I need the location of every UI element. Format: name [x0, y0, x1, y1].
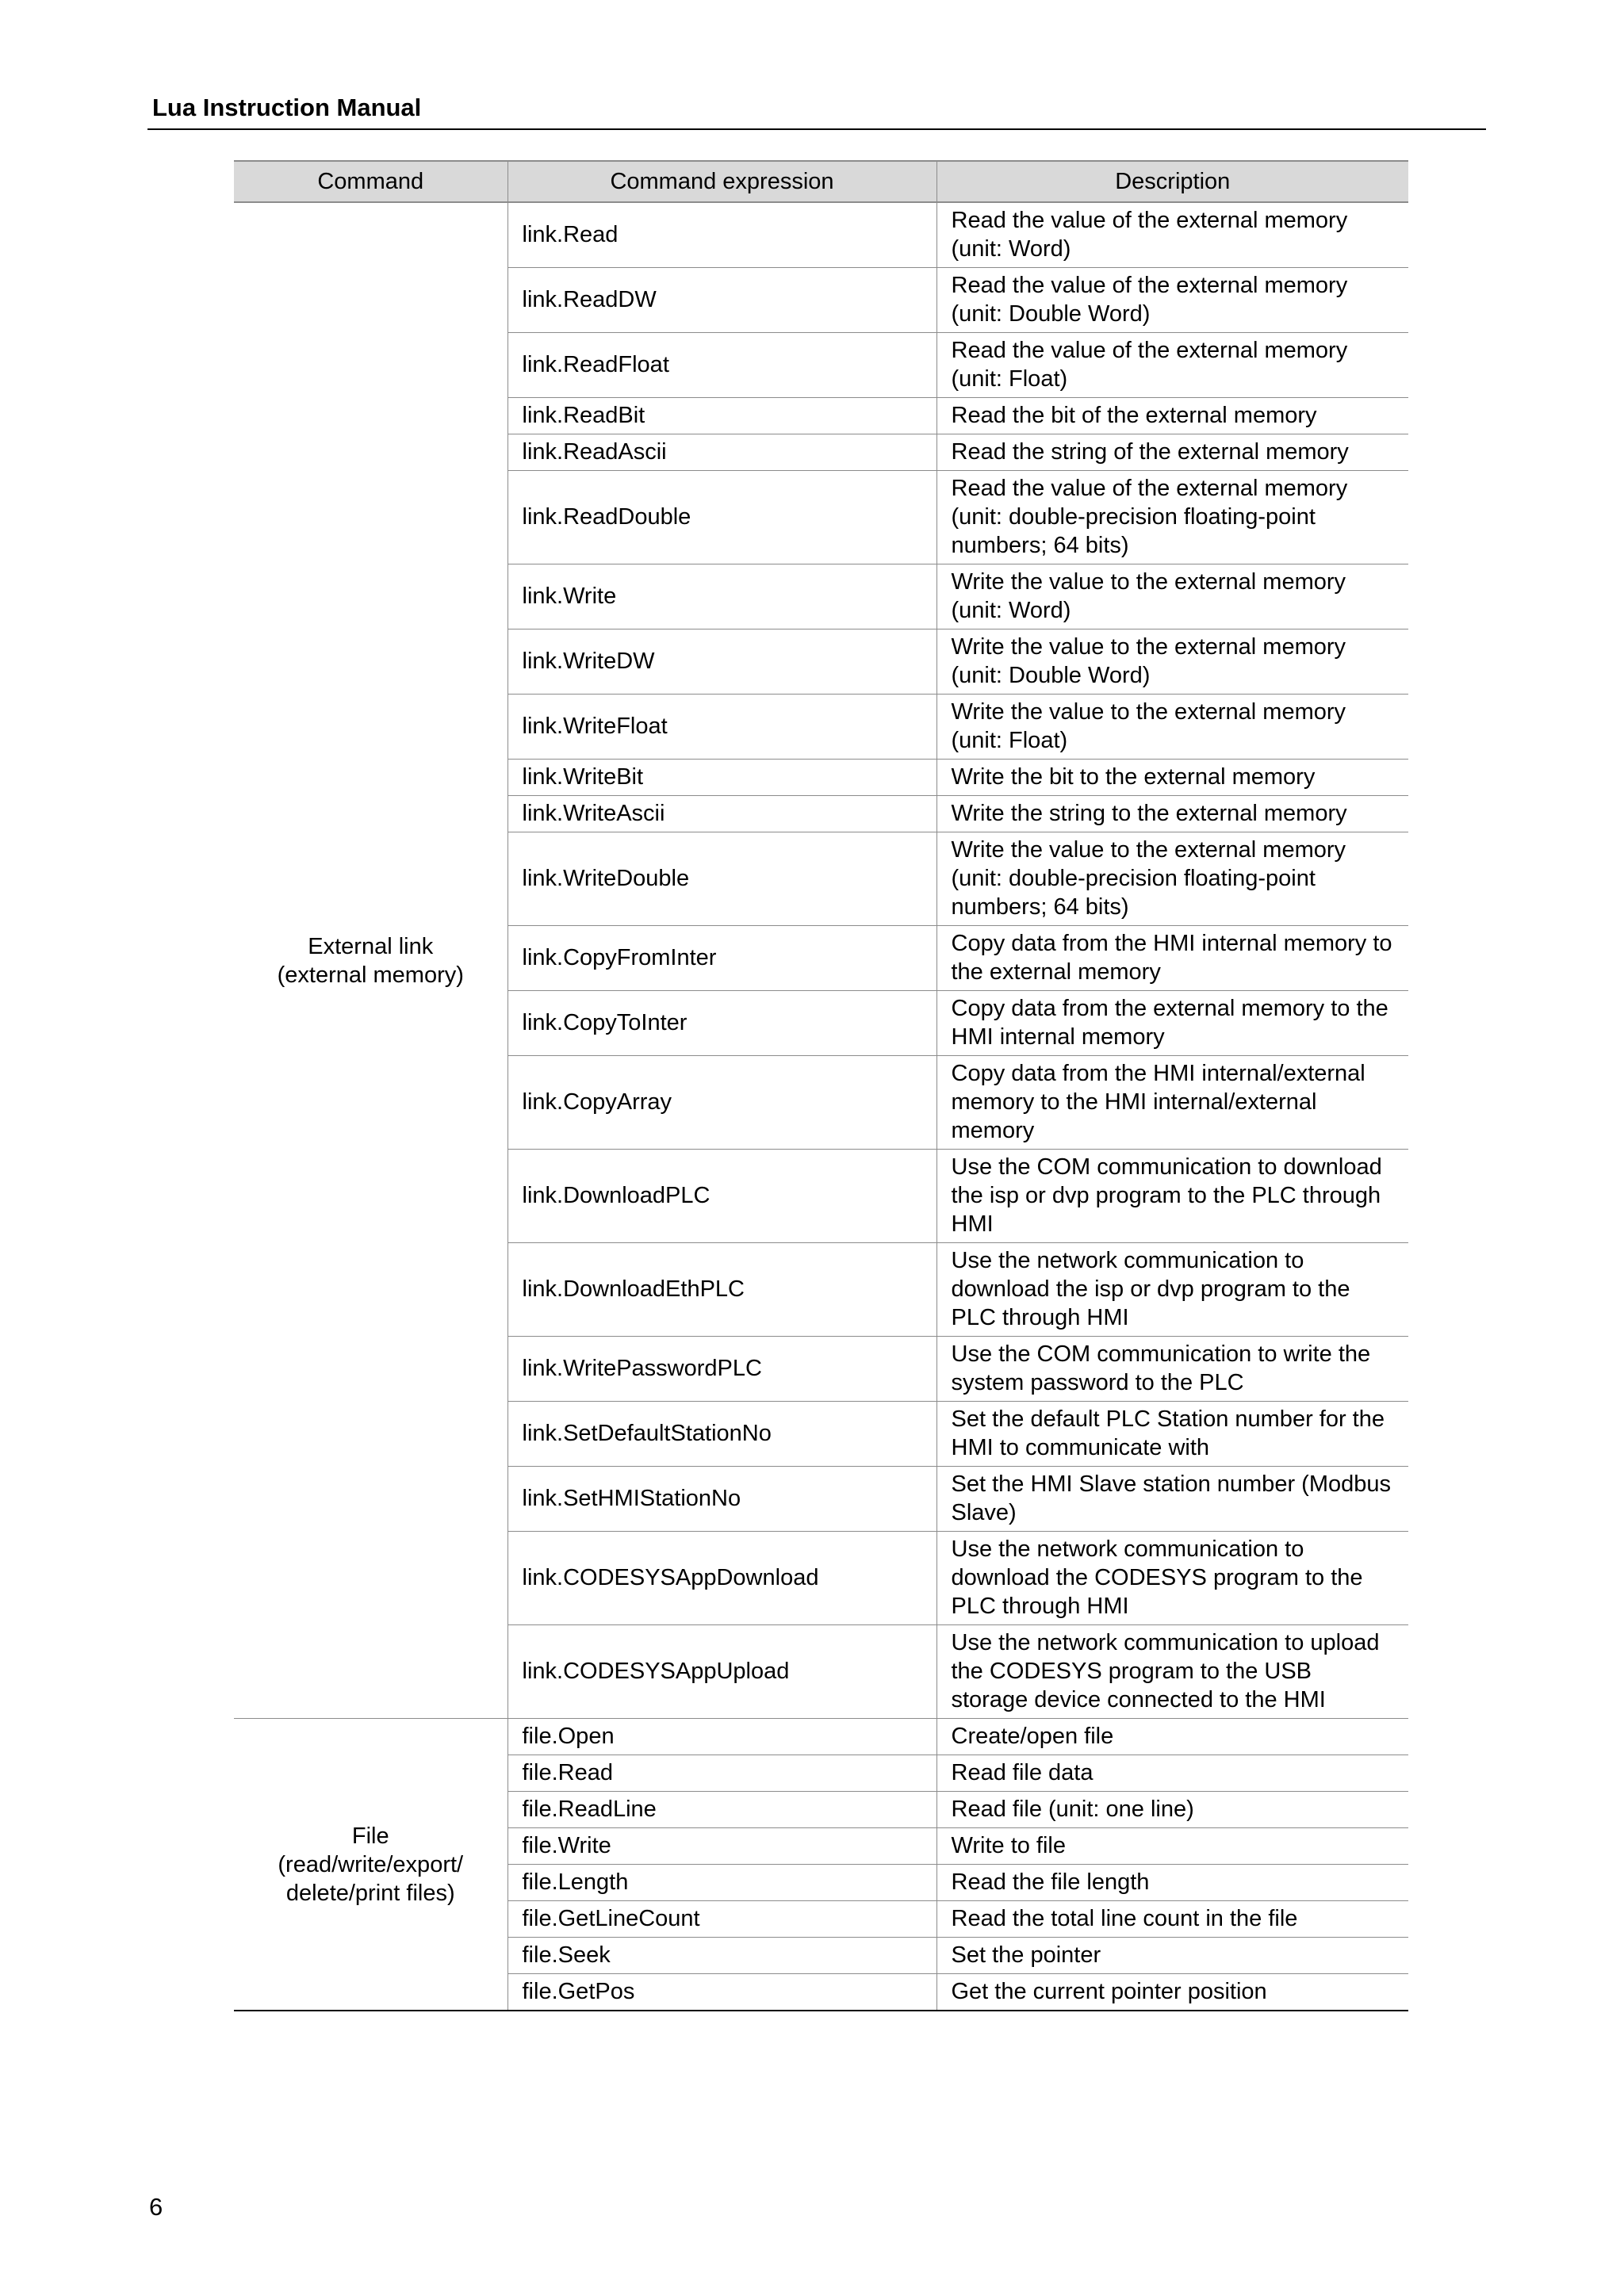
command-expression-cell: link.ReadDouble: [508, 471, 936, 564]
description-cell: Read the file length: [936, 1865, 1408, 1901]
description-cell: Read file (unit: one line): [936, 1792, 1408, 1828]
description-cell: Write the value to the external memory (unit: Word): [936, 564, 1408, 629]
command-expression-cell: link.Write: [508, 564, 936, 629]
description-cell: Read the value of the external memory (unit: Word): [936, 202, 1408, 268]
description-cell: Get the current pointer position: [936, 1974, 1408, 2011]
description-cell: Write the value to the external memory (unit: double-precision floating-point numbers; 64 bits): [936, 832, 1408, 926]
description-cell: Copy data from the HMI internal/external memory to the HMI internal/external memory: [936, 1056, 1408, 1150]
description-cell: Copy data from the external memory to the HMI internal memory: [936, 991, 1408, 1056]
document-title: Lua Instruction Manual: [152, 94, 422, 121]
table-header-row: [234, 161, 1408, 202]
command-group-label: delete/print files): [285, 1880, 455, 1906]
description-cell: Read the total line count in the file: [936, 1901, 1408, 1938]
command-expression-cell: file.Write: [508, 1828, 936, 1865]
table-row: [234, 202, 1408, 268]
command-expression-cell: link.CODESYSAppUpload: [508, 1625, 936, 1719]
command-expression-cell: file.Length: [508, 1865, 936, 1901]
command-table: [234, 160, 1408, 2011]
command-expression-cell: link.SetHMIStationNo: [508, 1467, 936, 1532]
description-cell: Read the string of the external memory: [936, 434, 1408, 471]
command-group-cell: [234, 1719, 508, 2011]
command-expression-cell: link.CopyToInter: [508, 991, 936, 1056]
command-expression-cell: file.ReadLine: [508, 1792, 936, 1828]
table-body: [234, 202, 1408, 2011]
command-expression-cell: link.ReadBit: [508, 398, 936, 434]
command-expression-cell: link.DownloadPLC: [508, 1150, 936, 1243]
command-expression-cell: link.WriteFloat: [508, 695, 936, 760]
command-group-cell: [234, 202, 508, 1719]
command-expression-cell: link.CopyArray: [508, 1056, 936, 1150]
page-header: [147, 92, 1486, 130]
description-cell: Use the COM communication to download the isp or dvp program to the PLC through HMI: [936, 1150, 1408, 1243]
command-group-label: External link: [308, 933, 434, 959]
description-cell: Set the HMI Slave station number (Modbus Slave): [936, 1467, 1408, 1532]
command-expression-cell: link.Read: [508, 202, 936, 268]
command-group-label: (read/write/export/: [278, 1851, 464, 1877]
command-expression-cell: link.WriteDW: [508, 629, 936, 695]
command-expression-cell: link.CopyFromInter: [508, 926, 936, 991]
description-cell: Set the pointer: [936, 1938, 1408, 1974]
page-number: 6: [149, 2193, 163, 2221]
command-expression-cell: link.ReadFloat: [508, 333, 936, 398]
column-header-command-expression: Command expression: [508, 161, 936, 202]
command-expression-cell: link.WriteAscii: [508, 796, 936, 832]
description-cell: Read the bit of the external memory: [936, 398, 1408, 434]
description-cell: Write the value to the external memory (unit: Float): [936, 695, 1408, 760]
description-cell: Read the value of the external memory (unit: Double Word): [936, 268, 1408, 333]
description-cell: Write the string to the external memory: [936, 796, 1408, 832]
command-group-label: File: [351, 1823, 389, 1849]
command-expression-cell: link.WriteBit: [508, 760, 936, 796]
description-cell: Use the network communication to download the isp or dvp program to the PLC through HMI: [936, 1243, 1408, 1337]
command-group-label: (external memory): [277, 962, 464, 988]
command-expression-cell: file.GetLineCount: [508, 1901, 936, 1938]
command-expression-cell: link.ReadAscii: [508, 434, 936, 471]
description-cell: Copy data from the HMI internal memory to the external memory: [936, 926, 1408, 991]
command-expression-cell: link.CODESYSAppDownload: [508, 1532, 936, 1625]
command-expression-cell: link.WriteDouble: [508, 832, 936, 926]
column-header-description: Description: [936, 161, 1408, 202]
description-cell: Use the COM communication to write the system password to the PLC: [936, 1337, 1408, 1402]
command-expression-cell: file.Read: [508, 1755, 936, 1792]
description-cell: Set the default PLC Station number for the HMI to communicate with: [936, 1402, 1408, 1467]
description-cell: Write to file: [936, 1828, 1408, 1865]
description-cell: Write the bit to the external memory: [936, 760, 1408, 796]
description-cell: Read the value of the external memory (unit: double-precision floating-point numbers; 64 bits): [936, 471, 1408, 564]
description-cell: Use the network communication to download the CODESYS program to the PLC through HMI: [936, 1532, 1408, 1625]
command-expression-cell: link.ReadDW: [508, 268, 936, 333]
command-expression-cell: link.DownloadEthPLC: [508, 1243, 936, 1337]
description-cell: Use the network communication to upload the CODESYS program to the USB storage device connected to the HMI: [936, 1625, 1408, 1719]
table-row: [234, 1719, 1408, 1755]
description-cell: Read file data: [936, 1755, 1408, 1792]
command-expression-cell: link.WritePasswordPLC: [508, 1337, 936, 1402]
command-expression-cell: file.GetPos: [508, 1974, 936, 2011]
description-cell: Read the value of the external memory (unit: Float): [936, 333, 1408, 398]
column-header-command: Command: [234, 161, 508, 202]
command-expression-cell: link.SetDefaultStationNo: [508, 1402, 936, 1467]
command-expression-cell: file.Seek: [508, 1938, 936, 1974]
description-cell: Write the value to the external memory (unit: Double Word): [936, 629, 1408, 695]
description-cell: Create/open file: [936, 1719, 1408, 1755]
command-expression-cell: file.Open: [508, 1719, 936, 1755]
